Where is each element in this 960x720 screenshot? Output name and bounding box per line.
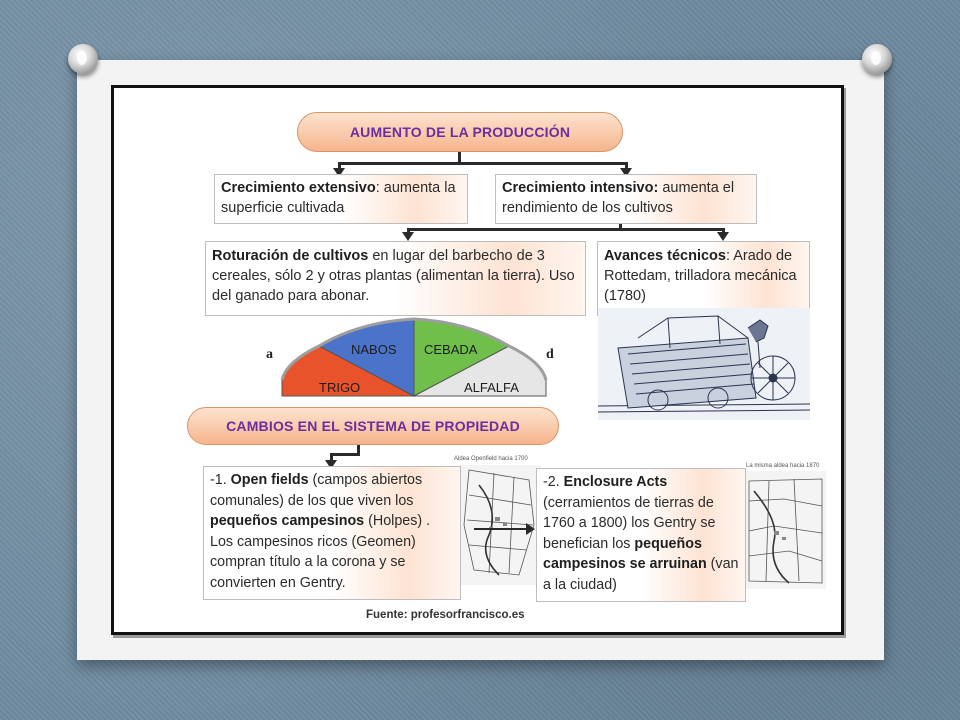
arrow-to-avances-icon xyxy=(717,232,729,241)
extensivo-text: : aumenta la superficie cultivada xyxy=(221,180,456,216)
openfields-text-1: (campos abiertos comunales) de los que viven los xyxy=(210,472,423,509)
rotation-label-trigo: TRIGO xyxy=(319,380,361,395)
enclosure-text-2: (van a la ciudad) xyxy=(543,556,739,593)
pushpin-left-icon xyxy=(68,44,98,74)
openfields-text-2: (Holpes) . Los campesinos ricos (Geomen) compran título a la corona y se convierten en Gentry. xyxy=(210,513,431,591)
enclosure-prefix: -2. xyxy=(543,474,564,490)
connector-top-horizontal xyxy=(338,162,628,165)
rotation-label-a: a xyxy=(266,347,273,362)
diagram-frame xyxy=(111,85,844,635)
title-pill-aumento xyxy=(297,112,623,152)
intensivo-title: Crecimiento intensivo: xyxy=(502,180,659,196)
rotation-label-cebada: CEBADA xyxy=(424,342,478,357)
enclosure-text-1: (cerramientos de tierras de 1760 a 1800) los Gentry se benefician los xyxy=(543,494,716,552)
box-open-fields xyxy=(203,466,461,600)
box-roturacion xyxy=(205,241,586,316)
enclosed-village-map xyxy=(744,471,826,589)
enclosure-title: Enclosure Acts xyxy=(563,474,668,490)
pushpin-right-icon xyxy=(862,44,892,74)
intensivo-text: aumenta el rendimiento de los cultivos xyxy=(502,180,735,216)
connector-between-maps xyxy=(474,528,528,530)
threshing-machine-illustration xyxy=(598,308,810,420)
box-avances-tecnicos xyxy=(597,241,810,316)
connector-intensivo-horizontal xyxy=(407,228,725,231)
arrow-to-roturacion-icon xyxy=(402,232,414,241)
box-crecimiento-extensivo xyxy=(214,174,468,224)
map-caption-right: La misma aldea hacia 1870 xyxy=(746,463,820,469)
roturacion-title: Roturación de cultivos xyxy=(212,248,369,264)
rotation-label-alfalfa: ALFALFA xyxy=(464,380,519,395)
title-pill-cambios-label: CAMBIOS EN EL SISTEMA DE PROPIEDAD xyxy=(226,418,520,434)
box-crecimiento-intensivo xyxy=(495,174,757,224)
extensivo-title: Crecimiento extensivo xyxy=(221,180,376,196)
openfields-title: Open fields xyxy=(230,472,309,488)
roturacion-text: en lugar del barbecho de 3 cereales, sólo 2 y otras plantas (alimentan la tierra). Uso del ganado para abonar. xyxy=(212,248,575,304)
arrow-between-maps-icon xyxy=(526,523,535,535)
title-pill-cambios xyxy=(187,407,559,445)
connector-cambios-horizontal xyxy=(330,453,360,456)
enclosure-bold-2: pequeños campesinos se arruinan xyxy=(543,535,707,572)
openfields-bold-2: pequeños campesinos xyxy=(210,513,365,529)
avances-title: Avances técnicos xyxy=(604,248,726,264)
rotation-label-nabos: NABOS xyxy=(351,342,397,357)
source-credit: Fuente: profesorfrancisco.es xyxy=(366,609,525,621)
crop-rotation-diagram xyxy=(264,310,564,400)
title-pill-aumento-label: AUMENTO DE LA PRODUCCIÓN xyxy=(349,124,571,140)
box-enclosure-acts xyxy=(536,468,746,602)
map-caption-left: Aldea Openfield hacia 1700 xyxy=(454,456,528,462)
openfields-prefix: -1. xyxy=(210,472,231,488)
rotation-label-d: d xyxy=(546,347,554,362)
avances-text: : Arado de Rottedam, trilladora mecánica (1780) xyxy=(604,248,797,304)
